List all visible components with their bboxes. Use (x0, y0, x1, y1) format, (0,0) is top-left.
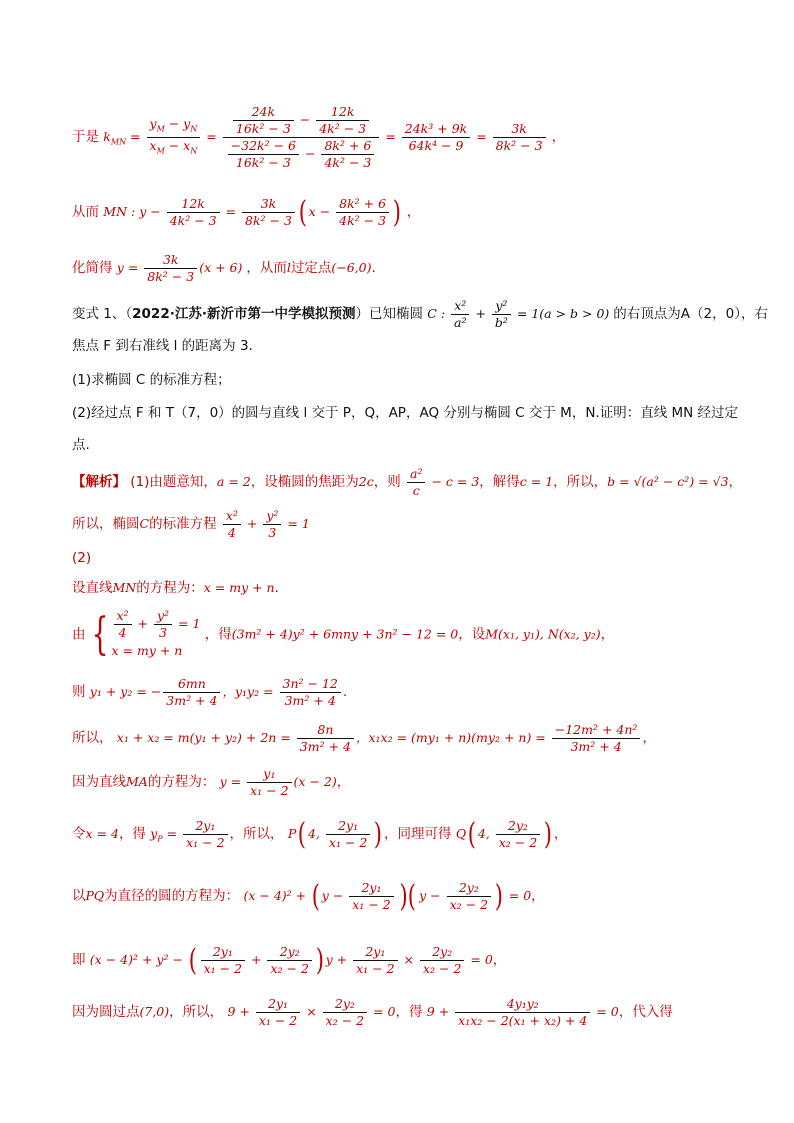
var-c: C (139, 516, 150, 531)
formula-a2c-render: $\frac{\text{a²}}{c}$ − c = 3 (405, 474, 479, 489)
text: 因为圆过点 (72, 1004, 140, 1020)
text: 的右顶点为 (613, 306, 681, 322)
formula: x = my + n (203, 580, 275, 595)
text: 令 (72, 826, 86, 842)
formula-yp-render: $y_P$ = $\frac{\text{2y₁}}{\text{x₁ − 2}}$ (150, 826, 229, 841)
line-ma (72, 766, 350, 799)
text: ，则 (373, 474, 401, 490)
text: ，得 (204, 626, 232, 643)
punct: ， (492, 952, 507, 968)
formula-vieta-x-render: x₁ + x₂ = m(y₁ + y₂) + 2n = $\frac{8n}{\text{3m² + 4}}$ ，x₁x₂ = (my₁ + n)(my₂ + n) = $\frac{\text{−12m² + 4n²}}{\text{3m² + 4}}$ (117, 730, 643, 745)
text: ，同理可得 (384, 826, 452, 842)
part-2-label: (2) (72, 550, 92, 566)
formula: x = 4 (85, 826, 119, 841)
question-2-cont: 点. (72, 437, 90, 453)
formula: (3m² + 4)y² + 6mny + 3n² − 12 = 0 (231, 626, 459, 642)
question-2: (2)经过点 F 和 T（7，0）的圆与直线 l 交于 P，Q，AP，AQ 分别与椭圆 C 交于 M，N.证明：直线 MN 经过定 (72, 405, 739, 421)
text: ，得 (118, 826, 146, 842)
punct: ， (642, 730, 656, 746)
text: 的标准方程 (149, 516, 217, 532)
question-1: (1)求椭圆 C 的标准方程； (72, 372, 231, 388)
formula-simplified-render: y = $\frac{3k}{\text{8k² − 3}}$ (x + 6) (116, 252, 247, 284)
text: ）已知椭圆 (355, 306, 423, 322)
line-p-q (72, 818, 567, 851)
punct: ， (336, 774, 351, 790)
line-simplified (72, 252, 376, 285)
text: (1)由题意知， (130, 474, 217, 490)
text: ，所以， (169, 1004, 224, 1020)
text-thus: 从而 (72, 204, 99, 220)
line-standard-eq (72, 508, 310, 541)
punct: ， (551, 129, 566, 145)
text: ，解得 (479, 474, 520, 490)
line-circle (72, 880, 545, 913)
text: 设直线 (72, 580, 113, 596)
formula: 2c (358, 474, 374, 489)
var-ma: MA (126, 774, 148, 789)
text: 的方程为： (136, 580, 204, 596)
punct: ， (531, 888, 545, 904)
formula-vieta-y-render: y₁ + y₂ = − $\frac{6mn}{\text{3m² + 4}}$ ，y₁y₂ = $\frac{\text{3n² − 12}}{\text{3m² + 4}}$ (90, 684, 343, 699)
line-substitute (72, 996, 673, 1029)
punct: ， (728, 474, 743, 490)
formula-ma-render: y = $\frac{\text{y₁}}{\text{x₁ − 2}}$ (x − 2) (219, 766, 337, 798)
var-pq: PQ (85, 888, 105, 903)
text: 的方程为： (147, 774, 216, 790)
text: 因为直线 (72, 774, 126, 790)
sys-eq1-render: $\frac{\text{x²}}{4}$ + $\frac{\text{y²}}{3}$ = 1 (112, 608, 201, 641)
text: ，所以， (229, 826, 284, 842)
text: 由 (72, 626, 86, 643)
text: 为直径的圆的方程为： (104, 888, 240, 904)
text: ，设椭圆的焦距为 (250, 474, 359, 490)
line-focus-distance: 焦点 F 到右准线 l 的距离为 3. (72, 338, 253, 354)
formula: c = 1 (519, 474, 554, 489)
equation-system (112, 608, 201, 661)
text: 所以，椭圆 (72, 516, 140, 532)
text: 则 (72, 684, 86, 700)
line-kmn (72, 104, 565, 171)
formula-9a-render: 9 + $\frac{\text{2y₁}}{\text{x₁ − 2}}$ × $\frac{\text{2y₂}}{\text{x₂ − 2}}$ = 0 (227, 996, 396, 1028)
formula-mn-render: MN : y − $\frac{12k}{\text{4k² − 3}}$ = $\frac{3k}{\text{8k² − 3}}$ ( x − $\frac{\text{8k² + 6}}{\text{4k² − 3}}$ ) (103, 194, 402, 230)
formula-q-render: Q( 4, $\frac{\text{2y₂}}{\text{x₂ − 2}}$ ) (455, 816, 553, 852)
formula-point: (7,0) (139, 1004, 170, 1019)
text: A（2，0），右 (680, 306, 768, 322)
formula: M(x₁, y₁), N(x₂, y₂) (485, 626, 601, 642)
punct: ， (406, 204, 421, 220)
text: 即 (72, 952, 86, 968)
line-variant-1 (72, 298, 768, 331)
line-expanded (72, 944, 506, 977)
punct: . (371, 260, 376, 276)
text: 过定点 (290, 260, 332, 276)
formula-kmn-render: $k_{MN}$ = $\frac{y_M - y_N}{x_M - x_N}$ = $\frac{24k}{\text{16k² − 3}}$ − $\frac{12k}{\text{4k² − 3}}$ $\frac{\text{−32k² − 6}}{\text{16k² − 3}}$ − $\frac{\text{8k² + 6}}{\text{4k² − 3}}$ = $\frac{\text{24k³ + 9k}}{\text{64k⁴ − 9}}$ = $\frac{3k}{\text{8k² − 3}}$ (103, 129, 551, 144)
punct: . (274, 580, 279, 596)
formula: a = 2 (216, 474, 251, 489)
text: ，得 (395, 1004, 423, 1020)
line-set-mn (72, 578, 279, 598)
formula-ellipse-general-render: C : $\frac{\text{x²}}{\text{a²}}$ + $\frac{\text{y²}}{\text{b²}}$ = 1(a > b > 0) (427, 298, 614, 330)
line-system: 由 { $\frac{\text{x²}}{4}$ + $\frac{\text{y²}}{3}$ = 1 x = my + n ，得(3m² + 4)y² + 6mny + 3n² − 12 = 0，设M(x₁, y₁), N(x₂, y₂)， (72, 608, 615, 660)
line-solution-1 (72, 466, 742, 499)
sys-eq2: x = my + n (111, 643, 183, 658)
solution-tag: 【解析】 (72, 474, 126, 490)
formula-circle-render: (x − 4)² + ( y − $\frac{\text{2y₁}}{\text{x₁ − 2}}$ )( y − $\frac{\text{2y₂}}{\text{x₂ − 2}}$ ) = 0 (243, 878, 532, 914)
formula-expanded-render: (x − 4)² + y² − ( $\frac{\text{2y₁}}{\text{x₁ − 2}}$ + $\frac{\text{2y₂}}{\text{x₂ − 2}}$ ) y + $\frac{\text{2y₁}}{\text{x₁ − 2}}$ × $\frac{\text{2y₂}}{\text{x₂ − 2}}$ = 0 (89, 942, 493, 978)
var-mn: MN (112, 580, 137, 595)
variant-source: 2022·江苏·新沂市第一中学模拟预测 (132, 306, 356, 322)
text-simplify: 化简得 (72, 260, 113, 276)
formula-std-render: $\frac{\text{x²}}{4}$ + $\frac{\text{y²}}{3}$ = 1 (221, 516, 310, 531)
line-vieta-x (72, 722, 656, 755)
variant-label: 变式 1、（ (72, 306, 133, 322)
text: ，设 (458, 626, 486, 643)
punct: ， (553, 826, 568, 842)
text: 以 (72, 888, 86, 904)
line-mn-equation (72, 196, 420, 229)
fixed-point: (−6,0) (331, 260, 372, 275)
formula-b: b = √(a² − c²) = √3 (607, 474, 729, 489)
line-vieta-y (72, 676, 347, 709)
text: ，从而 (246, 260, 287, 276)
text-so: 于是 (72, 129, 99, 145)
punct: ， (600, 626, 615, 643)
text: ，所以， (553, 474, 608, 490)
var-l: l (286, 260, 291, 275)
text: ，代入得 (618, 1004, 673, 1020)
punct: . (342, 684, 348, 700)
text: 所以， (72, 730, 113, 746)
formula-9b-render: 9 + $\frac{\text{4y₁y₂}}{\text{x₁x₂ − 2(x₁ + x₂) + 4}}$ = 0 (426, 996, 619, 1028)
formula-p-render: P( 4, $\frac{\text{2y₁}}{\text{x₁ − 2}}$ ) (287, 816, 383, 852)
